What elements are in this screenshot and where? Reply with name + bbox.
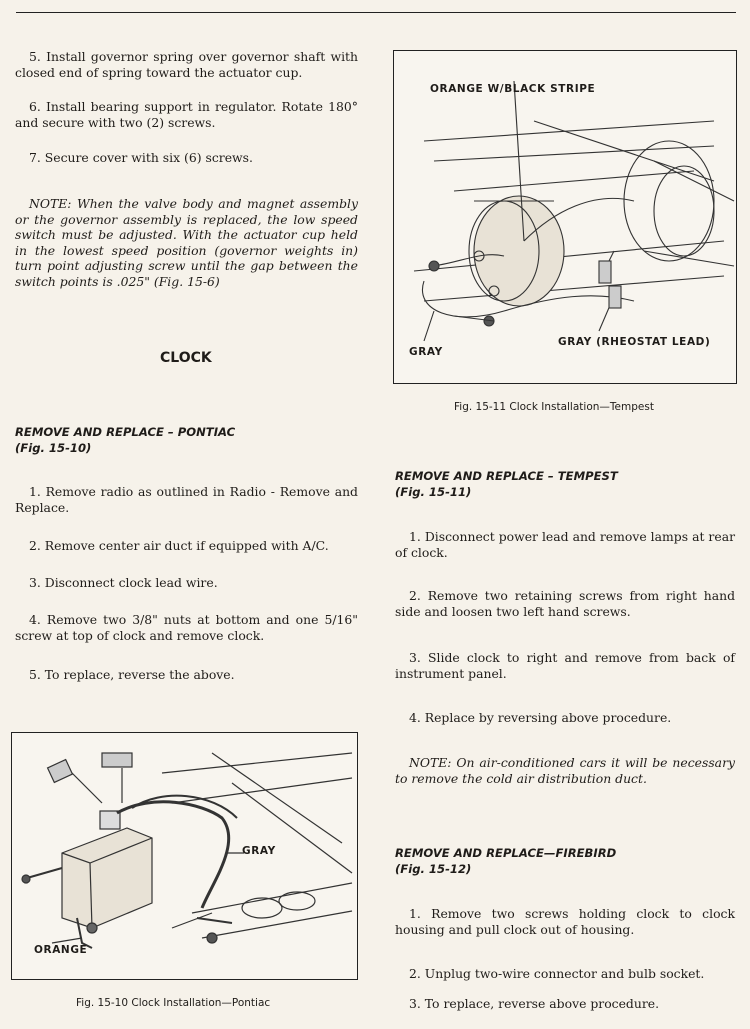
figure-15-11 [393,50,737,384]
section-title-clock: CLOCK [160,350,212,366]
caption-fig-15-11: Fig. 15-11 Clock Installation—Tempest [454,401,654,413]
top-rule [16,12,736,13]
heading-tempest: REMOVE AND REPLACE – TEMPEST [395,469,618,483]
heading-pontiac-ref: (Fig. 15-10) [15,441,92,455]
note-low-speed-switch: NOTE: When the valve body and magnet assembly or the governor assembly is replaced, the low speed switch must be adjusted. With the actuator cup held in the lowest speed position (governor weights in) turn point adjusting screw until the gap between the switch points is .025" (Fig. 15-6) [15,196,358,289]
tempest-step-1: 1. Disconnect power lead and remove lamps at rear of clock. [395,529,735,560]
firebird-step-2: 2. Unplug two-wire connector and bulb socket. [409,966,705,981]
firebird-step-3: 3. To replace, reverse above procedure. [409,996,660,1011]
label-orange-black-stripe: ORANGE W/BLACK STRIPE [430,83,596,95]
label-gray: GRAY [242,845,276,857]
caption-fig-15-10: Fig. 15-10 Clock Installation—Pontiac [76,997,271,1009]
step-secure-cover: 7. Secure cover with six (6) screws. [29,150,253,165]
pontiac-step-5: 5. To replace, reverse the above. [29,667,235,682]
note-air-conditioned: NOTE: On air-conditioned cars it will be necessary to remove the cold air distribution duct. [395,755,735,786]
pontiac-step-2: 2. Remove center air duct if equipped with A/C. [29,538,329,553]
heading-firebird: REMOVE AND REPLACE—FIREBIRD [395,846,617,860]
pontiac-step-4: 4. Remove two 3/8" nuts at bottom and one 5/16" screw at top of clock and remove clock. [15,612,358,643]
heading-pontiac: REMOVE AND REPLACE – PONTIAC [15,425,236,439]
tempest-clock-illustration [394,51,736,383]
figure-15-10 [11,732,358,980]
label-gray: GRAY [409,346,443,358]
pontiac-clock-illustration [12,733,357,979]
label-gray-rheostat: GRAY (RHEOSTAT LEAD) [558,336,711,348]
tempest-step-2: 2. Remove two retaining screws from right hand side and loosen two left hand screws. [395,588,735,619]
pontiac-step-1: 1. Remove radio as outlined in Radio - Remove and Replace. [15,484,358,515]
heading-firebird-ref: (Fig. 15-12) [395,862,472,876]
step-governor-spring: 5. Install governor spring over governor shaft with closed end of spring toward the actuator cup. [15,49,358,80]
firebird-step-1: 1. Remove two screws holding clock to clock housing and pull clock out of housing. [395,906,735,937]
tempest-step-4: 4. Replace by reversing above procedure. [409,710,672,725]
label-orange: ORANGE [34,944,88,956]
pontiac-step-3: 3. Disconnect clock lead wire. [29,575,218,590]
heading-tempest-ref: (Fig. 15-11) [395,485,472,499]
tempest-step-3: 3. Slide clock to right and remove from back of instrument panel. [395,650,735,681]
step-bearing-support: 6. Install bearing support in regulator. Rotate 180° and secure with two (2) screws. [15,99,358,130]
